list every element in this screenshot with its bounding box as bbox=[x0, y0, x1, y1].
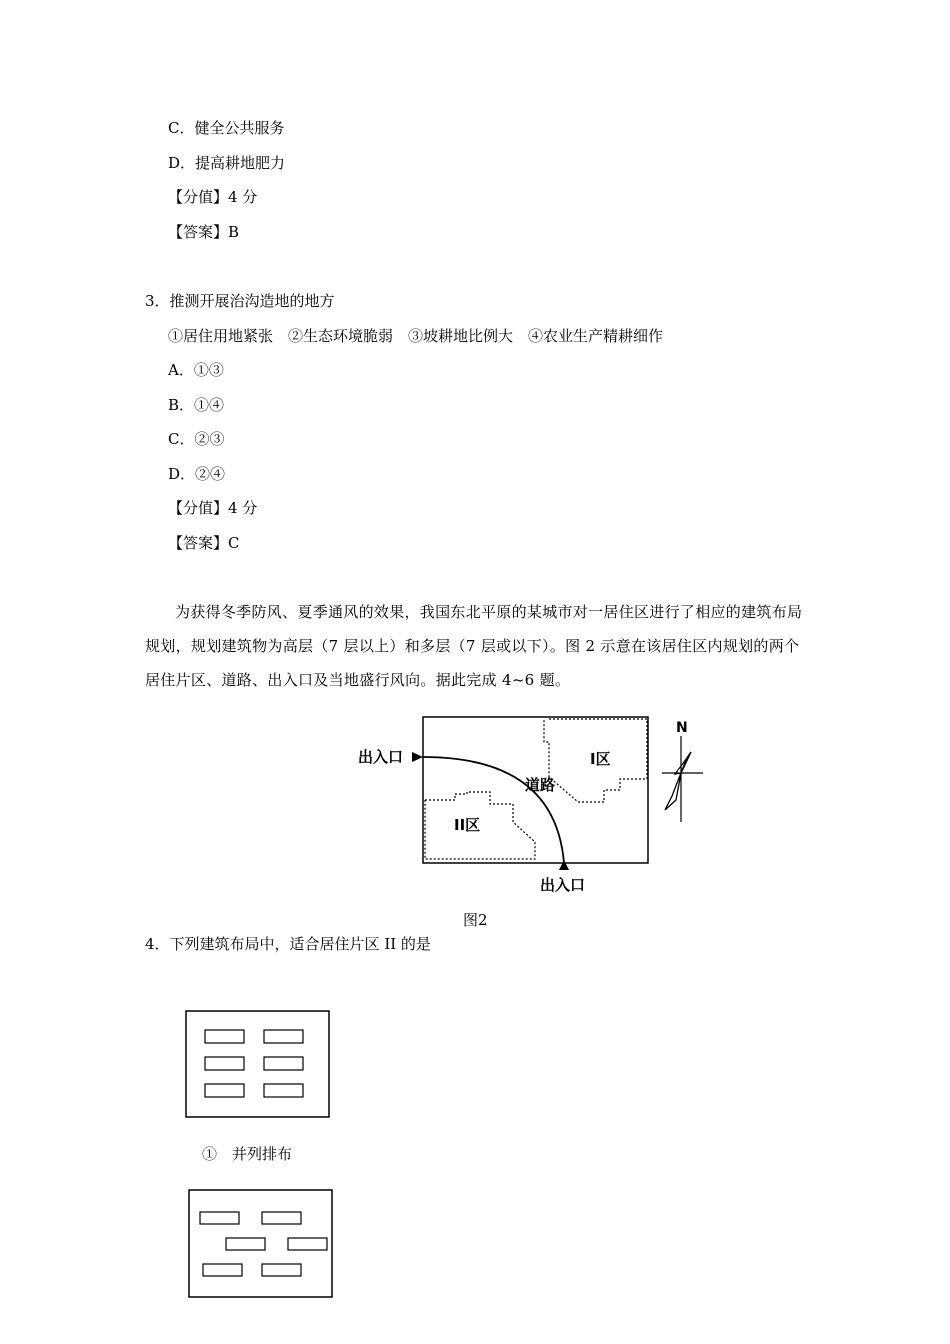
entrance-top-marker bbox=[412, 752, 423, 762]
entrance-bottom-label: 出入口 bbox=[540, 876, 586, 894]
q3-option-a: A．①③ bbox=[168, 361, 224, 379]
q3-option-d: D．②④ bbox=[168, 465, 226, 483]
layout-option-1-caption: ① 并列排布 bbox=[202, 1145, 293, 1163]
building-block bbox=[288, 1238, 327, 1250]
q2-option-c: C．健全公共服务 bbox=[168, 119, 285, 137]
building-block bbox=[264, 1057, 303, 1070]
building-block bbox=[264, 1030, 303, 1043]
q3-option-c: C．②③ bbox=[168, 430, 225, 448]
q2-answer: 【答案】B bbox=[168, 223, 240, 241]
figure-2-diagram bbox=[350, 712, 710, 902]
figure-2-caption: 图2 bbox=[463, 911, 488, 929]
north-label: N bbox=[676, 720, 688, 736]
wind-rose-icon bbox=[662, 736, 703, 822]
layout-option-2-diagram bbox=[187, 1189, 335, 1301]
q4-stem: 4．下列建筑布局中，适合居住片区 II 的是 bbox=[145, 935, 431, 953]
building-block bbox=[226, 1238, 265, 1250]
q3-choices: ①居住用地紧张 ②生态环境脆弱 ③坡耕地比例大 ④农业生产精耕细作 bbox=[168, 327, 664, 345]
q2-option-d: D．提高耕地肥力 bbox=[168, 154, 286, 172]
q3-stem: 3．推测开展治沟造地的地方 bbox=[145, 292, 335, 310]
entrance-bottom-marker bbox=[559, 860, 569, 870]
zone-1-label: I区 bbox=[590, 750, 611, 768]
building-block bbox=[264, 1084, 303, 1097]
q3-answer: 【答案】C bbox=[168, 534, 240, 552]
building-block bbox=[205, 1084, 244, 1097]
road-curve bbox=[423, 757, 564, 863]
building-block bbox=[203, 1264, 242, 1276]
entrance-top-label: 出入口 bbox=[358, 748, 404, 766]
building-block bbox=[262, 1264, 301, 1276]
building-block bbox=[205, 1030, 244, 1043]
building-block bbox=[205, 1057, 244, 1070]
building-block bbox=[200, 1212, 239, 1224]
q3-score: 【分值】4 分 bbox=[168, 499, 258, 517]
passage-paragraph bbox=[145, 595, 810, 697]
passage-text: 为获得冬季防风、夏季通风的效果，我国东北平原的某城市对一居住区进行了相应的建筑布局规划，规划建筑物为高层（7 层以上）和多层（7 层或以下）。图 2 示意在该居住区内规划的两个居住片区、道路、出入口及当地盛行风向。据此完成 4~6 题。 bbox=[145, 603, 803, 689]
layout-option-1-diagram bbox=[184, 1010, 332, 1120]
building-block bbox=[262, 1212, 301, 1224]
road-label: 道路 bbox=[525, 776, 556, 794]
zone-2-label: II区 bbox=[454, 816, 481, 834]
q2-score: 【分值】4 分 bbox=[168, 188, 258, 206]
q3-option-b: B．①④ bbox=[168, 396, 225, 414]
